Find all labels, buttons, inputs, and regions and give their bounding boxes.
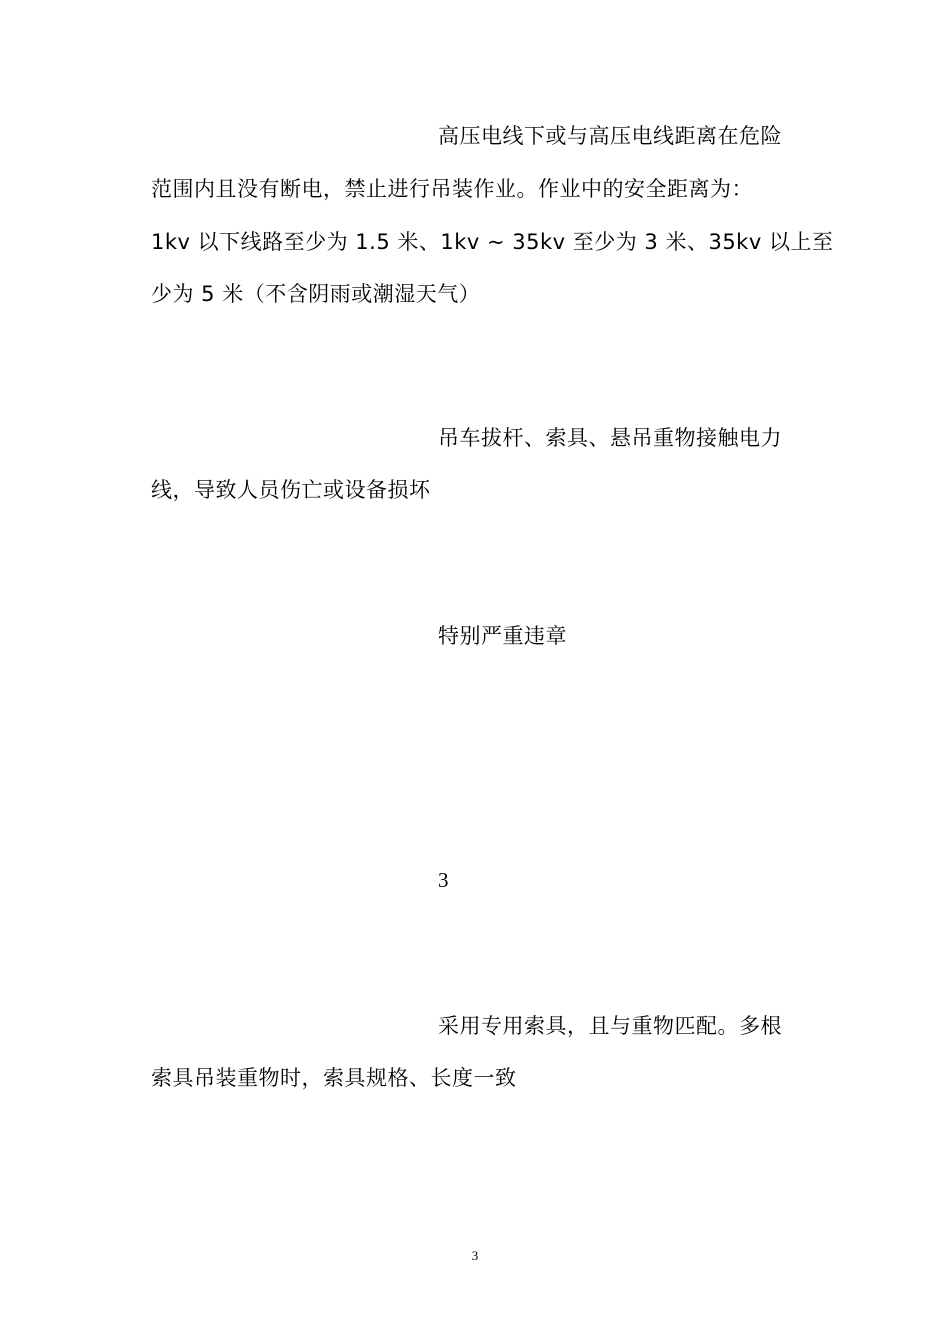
paragraph-1-line-1: 高压电线下或与高压电线距离在危险 <box>438 124 782 148</box>
paragraph-1-line-2: 范围内且没有断电，禁止进行吊装作业。作业中的安全距离为： <box>151 177 753 201</box>
paragraph-2-line-2: 线，导致人员伤亡或设备损坏 <box>151 478 431 502</box>
footer-page-number: 3 <box>471 1248 479 1263</box>
paragraph-5-line-1: 采用专用索具，且与重物匹配。多根 <box>438 1014 782 1038</box>
paragraph-2-line-1: 吊车拔杆、索具、悬吊重物接触电力 <box>438 426 782 450</box>
paragraph-1-line-3: 1kv 以下线路至少为 1.5 米、1kv ~ 35kv 至少为 3 米、35kv 以上至 <box>151 230 834 254</box>
paragraph-3-line-1: 特别严重违章 <box>438 624 567 648</box>
paragraph-1-line-4: 少为 5 米（不含阴雨或潮湿天气） <box>151 282 481 306</box>
paragraph-5-line-2: 索具吊装重物时，索具规格、长度一致 <box>151 1066 517 1090</box>
paragraph-4-number: 3 <box>438 868 449 892</box>
